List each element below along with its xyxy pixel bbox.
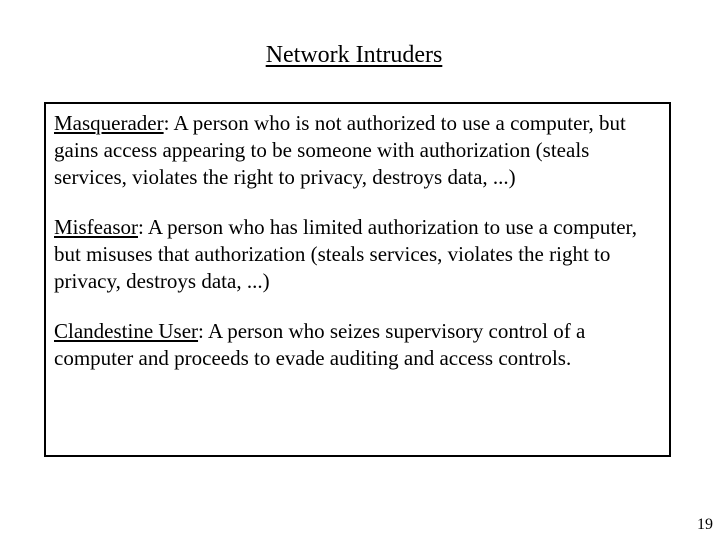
term-misfeasor: Misfeasor [54, 215, 138, 239]
definition-clandestine-user-text: : A person who seizes supervisory control of a computer and proceeds to evade auditing and access controls. [54, 319, 586, 370]
term-clandestine-user: Clandestine User [54, 319, 199, 343]
term-masquerader: Masquerader [54, 111, 164, 135]
definition-misfeasor-text: : A person who has limited authorization to use a computer, but misuses that authorization (steals services, violates the right to privacy, destroys data, ...) [54, 215, 637, 293]
definition-clandestine-user [54, 318, 659, 372]
page-number: 19 [697, 516, 713, 533]
definition-misfeasor [54, 214, 659, 295]
definition-masquerader-text: : A person who is not authorized to use a computer, but gains access appearing to be someone with authorization (steals services, violates the right to privacy, destroys data, ...) [54, 111, 626, 189]
definition-masquerader [54, 110, 659, 191]
slide-title: Network Intruders [265, 42, 443, 68]
definitions-box [44, 102, 671, 457]
